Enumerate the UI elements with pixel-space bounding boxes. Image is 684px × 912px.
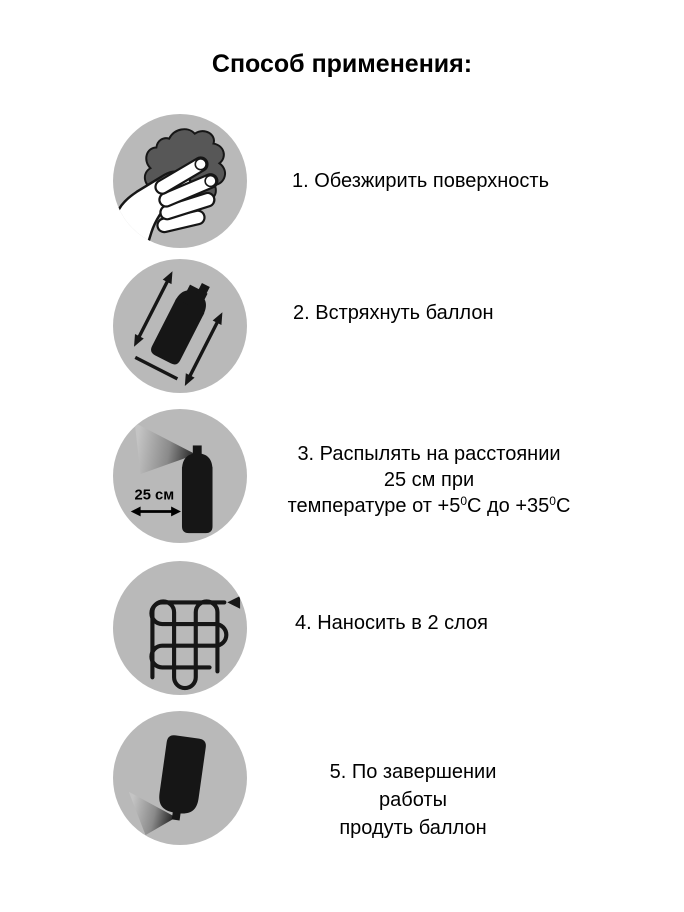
- step1-text: 1. Обезжирить поверхность: [292, 170, 549, 192]
- spray-distance-icon: [113, 409, 247, 543]
- shake-can-icon: [113, 259, 247, 393]
- step3-line3-part: С до +35: [467, 495, 550, 517]
- step5-line2: продуть баллон: [339, 817, 487, 839]
- hand-wipe-icon: [113, 114, 247, 248]
- step3-line3: [283, 493, 575, 519]
- degree-sup: 0: [460, 494, 467, 508]
- step2-text: 2. Встряхнуть баллон: [293, 302, 494, 324]
- step3-line3-part: температуре от +5: [287, 495, 461, 517]
- degree-sup: 0: [549, 494, 556, 508]
- step4-icon-circle: [113, 561, 247, 695]
- step3-line3-part: С: [555, 495, 571, 517]
- step3-text: [283, 441, 575, 519]
- step1-icon-circle: [113, 114, 247, 248]
- step3-line2: 25 см при: [383, 469, 475, 491]
- step5-line1: 5. По завершении работы: [329, 761, 497, 811]
- step3-line1: 3. Распылять на расстоянии: [297, 443, 561, 465]
- step3-icon-circle: [113, 409, 247, 543]
- page-title: Способ применения:: [211, 50, 473, 78]
- step2-icon-circle: [113, 259, 247, 393]
- distance-label: 25 см: [134, 487, 175, 504]
- purge-can-icon: [113, 711, 247, 845]
- step5-text: [293, 758, 533, 842]
- step5-icon-circle: [113, 711, 247, 845]
- step4-text: 4. Наносить в 2 слоя: [295, 612, 488, 634]
- crosshatch-pattern-icon: [113, 561, 247, 695]
